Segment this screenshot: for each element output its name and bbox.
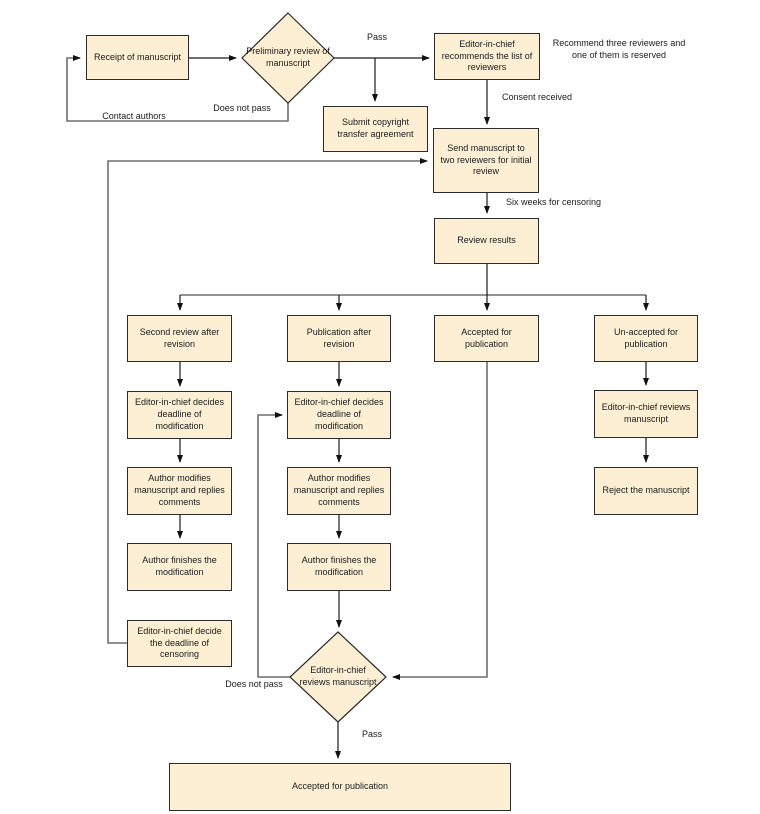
edge-label-consent-received: Consent received	[502, 92, 573, 102]
node-c1-author-modifies: Author modifies manuscript and replies comments	[127, 467, 232, 515]
node-c1-eic-decides-deadline: Editor-in-chief decides deadline of modification	[127, 391, 232, 439]
node-eic-recommends-reviewers: Editor-in-chief recommends the list of reviewers	[434, 33, 540, 80]
node-receipt-of-manuscript: Receipt of manuscript	[86, 35, 189, 80]
annotation-recommend-three-reviewers: Recommend three reviewers and one of them is reserved	[552, 38, 686, 60]
edge-accepted-to-review-diamond	[393, 362, 487, 677]
node-reject-the-manuscript: Reject the manuscript	[594, 467, 698, 515]
node-eic-decide-deadline-censoring: Editor-in-chief decide the deadline of censoring	[127, 620, 232, 667]
node-c4-eic-reviews-manuscript: Editor-in-chief reviews manuscript	[594, 390, 698, 438]
node-publication-after-revision: Publication after revision	[287, 315, 391, 362]
edge-label-six-weeks-censoring: Six weeks for censoring	[506, 197, 602, 207]
decision-eic-reviews-label: Editor-in-chief reviews manuscript	[299, 665, 377, 687]
edge-diamond-does-not-pass-loop	[258, 415, 290, 677]
node-c2-author-modifies: Author modifies manuscript and replies comments	[287, 467, 391, 515]
edge-label-does-not-pass-top: Does not pass	[213, 103, 271, 113]
node-c2-eic-decides-deadline: Editor-in-chief decides deadline of modification	[287, 391, 391, 439]
node-c2-author-finishes: Author finishes the modification	[287, 543, 391, 591]
node-accepted-for-publication: Accepted for publication	[434, 315, 539, 362]
edge-label-contact-authors: Contact authors	[102, 111, 166, 121]
node-second-review-after-revision: Second review after revision	[127, 315, 232, 362]
node-final-accepted-for-publication: Accepted for publication	[169, 763, 511, 811]
node-submit-copyright-agreement: Submit copyright transfer agreement	[323, 106, 428, 152]
edge-label-does-not-pass-bottom: Does not pass	[225, 679, 283, 689]
decision-preliminary-review-label: Preliminary review of manuscript	[246, 46, 330, 68]
edge-label-pass-bottom: Pass	[361, 729, 382, 739]
node-send-manuscript-reviewers: Send manuscript to two reviewers for initial review	[433, 128, 539, 193]
node-review-results: Review results	[434, 218, 539, 264]
node-unaccepted-for-publication: Un-accepted for publication	[594, 315, 698, 362]
edge-label-pass-top: Pass	[366, 32, 387, 42]
node-c1-author-finishes: Author finishes the modification	[127, 543, 232, 591]
